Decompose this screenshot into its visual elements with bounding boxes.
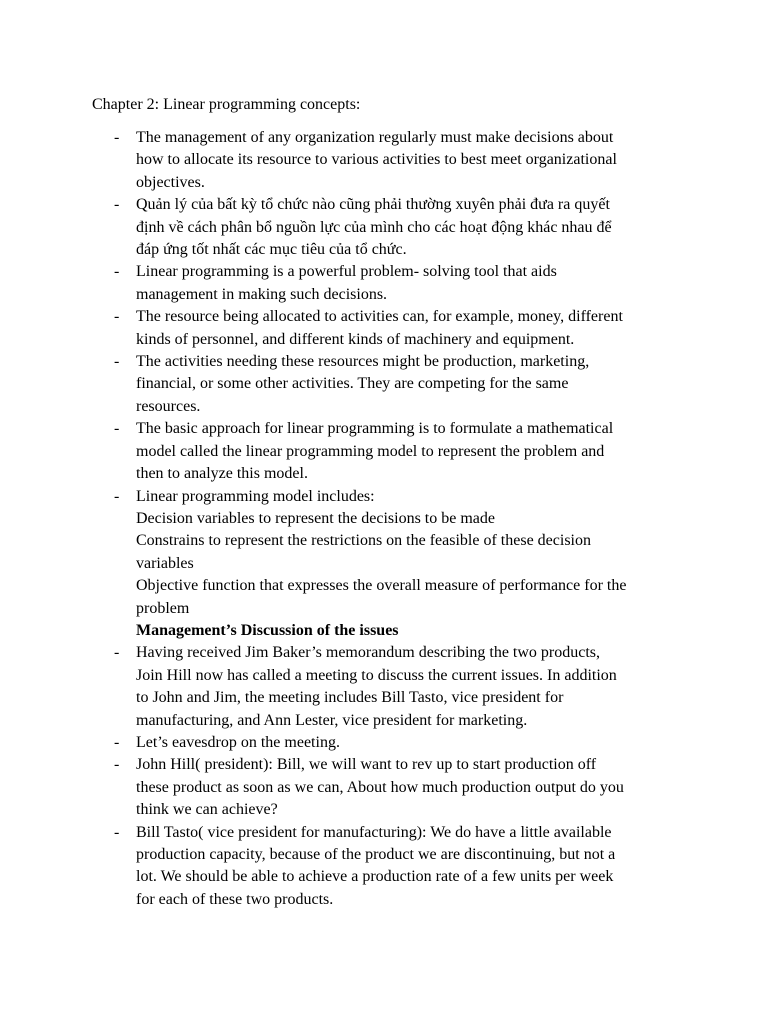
- bullet-text-line: Linear programming is a powerful problem- solving tool that aids: [136, 263, 557, 281]
- bullet-text-line: management in making such decisions.: [136, 285, 388, 303]
- bullet-text-line: financial, or some other activities. They are competing for the same: [136, 375, 569, 393]
- bullet-item: [92, 306, 692, 351]
- bullet-dash: -: [114, 733, 120, 751]
- bullet-text-line: resources.: [136, 397, 201, 415]
- bullet-text-line: Linear programming model includes:: [136, 487, 375, 505]
- bullet-item: [92, 194, 692, 261]
- bullet-text-line: objectives.: [136, 173, 205, 191]
- bullet-list-concepts: [92, 127, 692, 508]
- bullet-text-line: Bill Tasto( vice president for manufacturing): We do have a little available: [136, 823, 612, 841]
- bullet-text-line: The resource being allocated to activities can, for example, money, different: [136, 308, 623, 326]
- bullet-text-line: for each of these two products.: [136, 890, 334, 908]
- bullet-text-line: Let’s eavesdrop on the meeting.: [136, 733, 340, 751]
- model-component-line: Decision variables to represent the decisions to be made: [136, 509, 495, 527]
- bullet-text-line: how to allocate its resource to various activities to best meet organizational: [136, 151, 617, 169]
- bullet-dash: -: [114, 263, 120, 281]
- model-component-line: Constrains to represent the restrictions on the feasible of these decision: [136, 532, 591, 550]
- bullet-text-line: The activities needing these resources might be production, marketing,: [136, 353, 590, 371]
- bullet-text-line: John Hill( president): Bill, we will want to rev up to start production off: [136, 756, 597, 774]
- bullet-text-line: Quản lý của bất kỳ tổ chức nào cũng phải thường xuyên phải đưa ra quyết: [136, 196, 610, 214]
- bullet-text-line: think we can achieve?: [136, 801, 278, 819]
- bullet-text-line: kinds of personnel, and different kinds of machinery and equipment.: [136, 330, 575, 348]
- section-heading: Management’s Discussion of the issues: [136, 621, 399, 639]
- bullet-text-line: đáp ứng tốt nhất các mục tiêu của tổ chức.: [136, 241, 407, 259]
- bullet-item: [92, 127, 692, 194]
- bullet-text-line: model called the linear programming model to represent the problem and: [136, 442, 605, 460]
- bullet-dash: -: [114, 308, 120, 326]
- bullet-item: [92, 486, 692, 508]
- bullet-text-line: Having received Jim Baker’s memorandum describing the two products,: [136, 644, 601, 662]
- bullet-dash: -: [114, 823, 120, 841]
- bullet-dash: -: [114, 644, 120, 662]
- bullet-text-line: định về cách phân bổ nguồn lực của mình cho các hoạt động khác nhau để: [136, 218, 612, 236]
- model-component-line: Objective function that expresses the overall measure of performance for the: [136, 577, 627, 595]
- bullet-text-line: The management of any organization regularly must make decisions about: [136, 129, 614, 146]
- bullet-text-line: these product as soon as we can, About how much production output do you: [136, 778, 624, 796]
- bullet-text-line: manufacturing, and Ann Lester, vice president for marketing.: [136, 711, 528, 729]
- bullet-dash: -: [114, 353, 120, 371]
- model-components-list: [92, 508, 692, 620]
- bullet-item: [92, 754, 692, 821]
- bullet-item: [92, 261, 692, 306]
- bullet-item: [92, 418, 692, 485]
- bullet-dash: -: [114, 420, 120, 438]
- document-body: [92, 127, 692, 911]
- bullet-item: [92, 642, 692, 732]
- chapter-title: Chapter 2: Linear programming concepts:: [92, 96, 361, 113]
- bullet-text-line: Join Hill now has called a meeting to discuss the current issues. In addition: [136, 666, 617, 684]
- bullet-text-line: lot. We should be able to achieve a production rate of a few units per week: [136, 868, 614, 886]
- bullet-text-line: to John and Jim, the meeting includes Bill Tasto, vice president for: [136, 689, 564, 707]
- bullet-text-line: The basic approach for linear programming is to formulate a mathematical: [136, 420, 614, 438]
- model-component-line: variables: [136, 554, 194, 572]
- bullet-item: [92, 351, 692, 418]
- bullet-item: [92, 822, 692, 912]
- bullet-dash: -: [114, 756, 120, 774]
- bullet-dash: -: [114, 487, 120, 505]
- bullet-dash: -: [114, 129, 120, 146]
- bullet-text-line: then to analyze this model.: [136, 465, 308, 483]
- bullet-dash: -: [114, 196, 120, 214]
- model-component-line: problem: [136, 599, 190, 617]
- bullet-text-line: production capacity, because of the product we are discontinuing, but not a: [136, 846, 616, 863]
- bullet-item: [92, 732, 692, 754]
- bullet-list-discussion: [92, 642, 692, 911]
